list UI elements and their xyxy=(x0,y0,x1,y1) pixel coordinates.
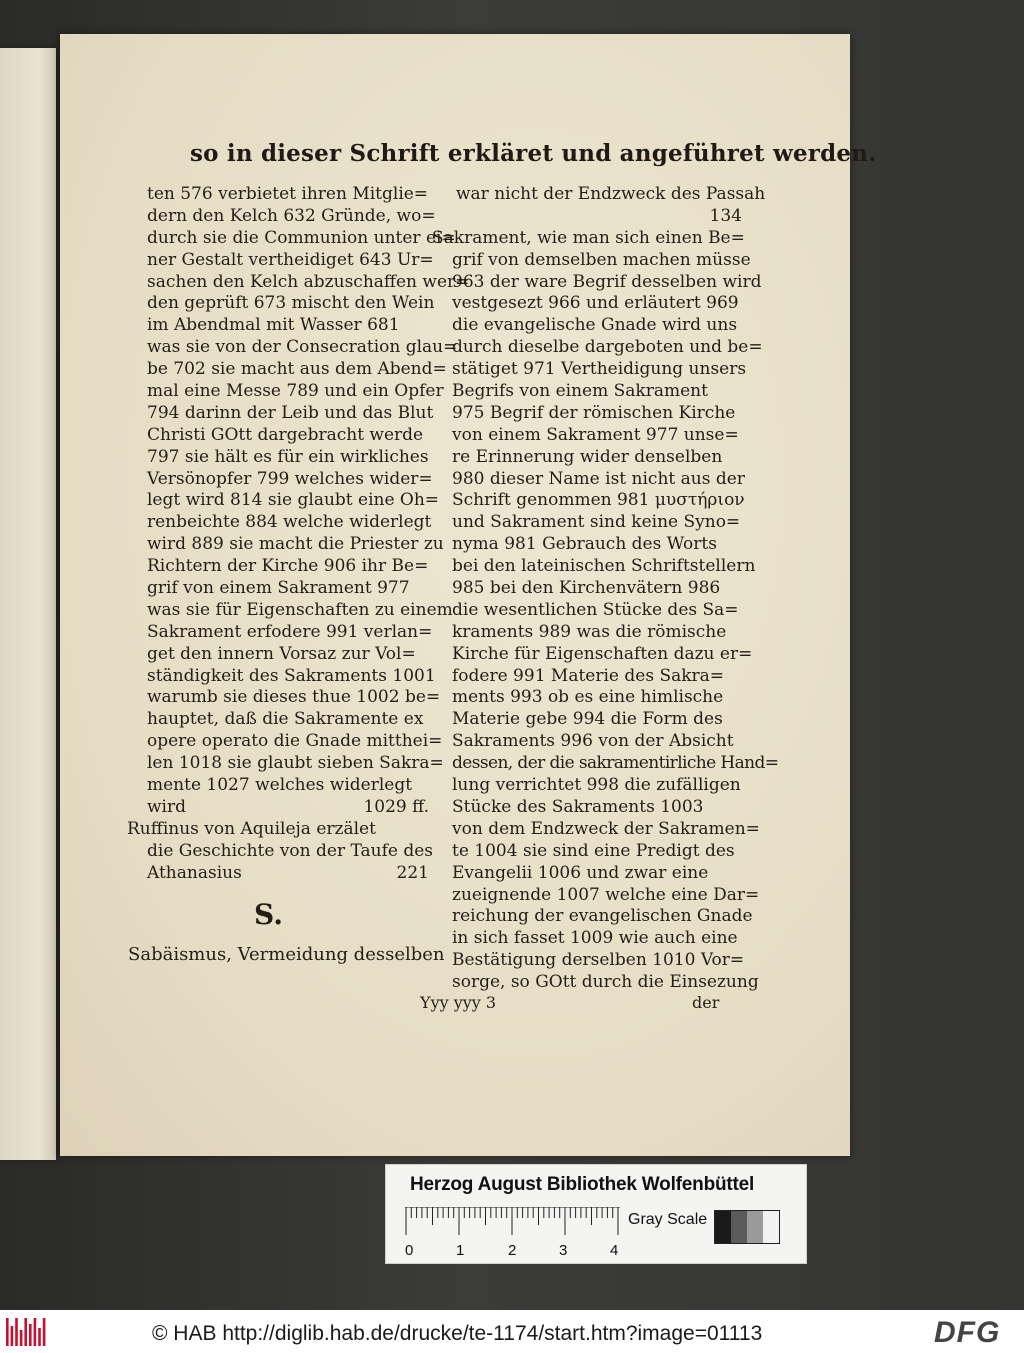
text-line: Sakrament erfodere 991 verlan= xyxy=(147,621,433,642)
logo-bar xyxy=(15,1318,18,1346)
text-line: 985 bei den Kirchenvätern 986 xyxy=(452,578,721,599)
text-line: get den innern Vorsaz zur Vol= xyxy=(147,643,416,664)
swatch-patch xyxy=(715,1211,731,1243)
signature-mark: Yyy yyy 3 xyxy=(420,993,497,1012)
text-line: von dem Endzweck der Sakramen= xyxy=(452,818,760,839)
text-line: be 702 sie macht aus dem Abend= xyxy=(147,359,447,380)
logo-bar xyxy=(43,1318,46,1346)
grayscale-label: Gray Scale xyxy=(628,1211,708,1228)
text-line: von einem Sakrament 977 unse= xyxy=(452,424,739,445)
text-line: 975 Begrif der römischen Kirche xyxy=(452,402,736,423)
entry-word: Athanasius xyxy=(147,862,242,883)
text-line: lung verrichtet 998 die zufälligen xyxy=(452,775,741,796)
text-line: te 1004 sie sind eine Predigt des xyxy=(452,840,735,861)
text-line: Schrift genommen 981 μυστήριον xyxy=(452,490,745,511)
text-line: wird 889 sie macht die Priester zu xyxy=(147,534,444,555)
text-line: war nicht der Endzweck des Passah xyxy=(456,184,766,204)
catchword: der xyxy=(692,993,720,1012)
text-line: im Abendmal mit Wasser 681 xyxy=(147,315,400,336)
text-line: fodere 991 Materie des Sakra= xyxy=(452,665,725,686)
ruler-number: 0 xyxy=(405,1242,414,1259)
text-line: 797 sie hält es für ein wirkliches xyxy=(147,446,429,467)
text-line: sorge, so GOtt durch die Einsezung xyxy=(452,972,759,993)
text-line: Richtern der Kirche 906 ihr Be= xyxy=(147,556,429,577)
text-line: bei den lateinischen Schriftstellern xyxy=(452,556,756,577)
text-line: die wesentlichen Stücke des Sa= xyxy=(452,599,739,620)
text-line: Sakraments 996 von der Absicht xyxy=(452,731,734,752)
text-line: Begrifs von einem Sakrament xyxy=(452,381,708,402)
logo-bar xyxy=(20,1330,23,1346)
text-line: opere operato die Gnade mitthei= xyxy=(147,731,443,752)
text-line: ten 576 verbietet ihren Mitglie= xyxy=(147,184,429,204)
text-line xyxy=(147,863,429,885)
swatch-patch xyxy=(763,1211,779,1243)
text-line: stätiget 971 Vertheidigung unsers xyxy=(452,359,747,380)
logo-bar xyxy=(34,1318,37,1346)
hab-logo-icon xyxy=(6,1318,48,1346)
index-entry-line: Sakrament, wie man sich einen Be= xyxy=(432,227,745,248)
text-line: grif von einem Sakrament 977 xyxy=(147,578,410,599)
page-reference: 221 xyxy=(396,862,429,883)
text-line: Materie gebe 994 die Form des xyxy=(452,709,723,730)
text-line: den geprüft 673 mischt den Wein xyxy=(147,293,435,314)
text-line: was sie für Eigenschaften zu einem xyxy=(147,599,453,620)
grayscale-swatch xyxy=(714,1210,780,1244)
swatch-patch xyxy=(747,1211,763,1243)
text-line: 980 dieser Name ist nicht aus der xyxy=(452,468,745,489)
text-line: mente 1027 welches widerlegt xyxy=(147,775,413,796)
logo-bar xyxy=(29,1324,32,1346)
text-line: und Sakrament sind keine Syno= xyxy=(452,512,741,533)
text-line: hauptet, daß die Sakramente ex xyxy=(147,709,424,730)
swatch-patch xyxy=(731,1211,747,1243)
ruler-icon xyxy=(405,1207,620,1235)
text-line: sachen den Kelch abzuschaffen wer= xyxy=(147,271,470,292)
text-line: mal eine Messe 789 und ein Opfer xyxy=(147,381,444,402)
logo-bar xyxy=(24,1318,27,1346)
text-line: renbeichte 884 welche widerlegt xyxy=(147,512,432,533)
logo-bar xyxy=(11,1326,14,1346)
index-entry-line: Ruffinus von Aquileja erzälet xyxy=(127,818,376,839)
text-line: dessen, der die sakramentirliche Hand= xyxy=(452,753,779,774)
text-line: grif von demselben machen müsse xyxy=(452,249,751,270)
page-reference: 1029 ff. xyxy=(363,796,429,817)
text-line: Evangelii 1006 und zwar eine xyxy=(452,862,709,883)
logo-bar xyxy=(38,1328,41,1346)
text-line: warumb sie dieses thue 1002 be= xyxy=(147,687,441,708)
ruler-number: 3 xyxy=(559,1242,568,1259)
text-line: re Erinnerung wider denselben xyxy=(452,446,723,467)
text-line: in sich fasset 1009 wie auch eine xyxy=(452,928,738,949)
left-column xyxy=(127,184,470,885)
ruler-number: 4 xyxy=(610,1242,619,1259)
facing-page-edge xyxy=(0,48,56,1160)
text-line: Versönopfer 799 welches wider= xyxy=(147,468,433,489)
right-column xyxy=(432,184,779,994)
text-line: kraments 989 was die römische xyxy=(452,621,727,642)
dfg-logo: DFG xyxy=(934,1316,1001,1349)
text-line: nyma 981 Gebrauch des Worts xyxy=(452,534,717,555)
text-line: Stücke des Sakraments 1003 xyxy=(452,796,704,817)
text-line: die evangelische Gnade wird uns xyxy=(452,315,738,336)
logo-bar xyxy=(6,1318,9,1346)
text-line xyxy=(147,797,429,819)
text-line: zueignende 1007 welche eine Dar= xyxy=(452,884,760,905)
text-line: Kirche für Eigenschaften dazu er= xyxy=(452,643,753,664)
copyright-link[interactable]: © HAB http://diglib.hab.de/drucke/te-1174/start.htm?image=01113 xyxy=(152,1322,763,1345)
text-line: durch dieselbe dargeboten und be= xyxy=(452,337,763,358)
ruler-number: 1 xyxy=(456,1242,465,1259)
text-line: Bestätigung derselben 1010 Vor= xyxy=(452,950,745,971)
text-line: legt wird 814 sie glaubt eine Oh= xyxy=(147,490,440,511)
index-entry-line: Sabäismus, Vermeidung desselben xyxy=(128,944,445,965)
text-line: reichung der evangelischen Gnade xyxy=(452,906,753,927)
entry-word: wird xyxy=(147,796,186,817)
section-letter: S. xyxy=(254,898,283,931)
text-line: ner Gestalt vertheidiget 643 Ur= xyxy=(147,249,434,270)
text-line: was sie von der Consecration glau= xyxy=(147,337,458,358)
text-line: dern den Kelch 632 Gründe, wo= xyxy=(147,205,436,226)
text-line: 963 der ware Begrif desselben wird xyxy=(452,271,762,292)
ruler-number: 2 xyxy=(508,1242,517,1259)
text-line: 794 darinn der Leib und das Blut xyxy=(147,402,434,423)
text-line: die Geschichte von der Taufe des xyxy=(147,840,434,861)
text-line: Christi GOtt dargebracht werde xyxy=(147,424,424,445)
page-reference: 134 xyxy=(709,205,742,226)
text-line: durch sie die Communion unter ei= xyxy=(147,227,456,248)
text-line: vestgesezt 966 und erläutert 969 xyxy=(452,293,739,314)
text-line: len 1018 sie glaubt sieben Sakra= xyxy=(147,753,444,774)
text-line: ments 993 ob es eine himlische xyxy=(452,687,724,708)
page-heading: so in dieser Schrift erkläret und angeführet werden. xyxy=(190,140,877,167)
text-line: ständigkeit des Sakraments 1001 xyxy=(147,665,436,686)
library-name: Herzog August Bibliothek Wolfenbüttel xyxy=(410,1174,755,1195)
